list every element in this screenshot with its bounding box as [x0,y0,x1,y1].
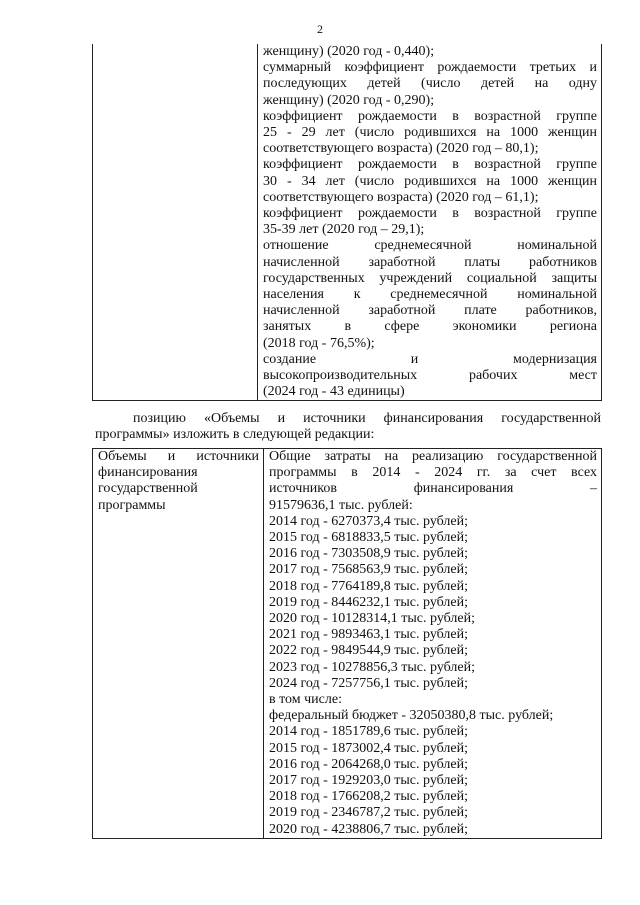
indicators-table-continuation [92,44,602,401]
indicator-line: населения к среднемесячной номинальной [263,287,597,303]
financing-line: федеральный бюджет - 32050380,8 тыс. рублей; [269,708,554,724]
indicator-line: 30 - 34 лет (число родившихся на 1000 женщин [263,173,597,189]
page-number: 2 [317,22,323,36]
indicator-line: суммарный коэффициент рождаемости третьих и [263,60,597,76]
indicator-line: женщину) (2020 год - 0,440); [263,44,435,59]
financing-line: 2015 год - 1873002,4 тыс. рублей; [269,740,469,756]
indicator-line: коэффициент рождаемости в возрастной группе [263,206,597,222]
indicator-line: (2024 год - 43 единицы) [263,384,405,400]
indicator-line: начисленной заработной платы работников [263,254,597,270]
financing-label-line: финансирования [98,465,198,481]
financing-line: 2018 год - 7764189,8 тыс. рублей; [269,578,469,594]
financing-line: 2021 год - 9893463,1 тыс. рублей; [269,627,469,643]
indicator-line: создание и модернизация [263,351,597,367]
indicator-line: начисленной заработной плате работников, [263,303,597,319]
indicators-left-cell [93,44,258,401]
financing-line: 2014 год - 1851789,6 тыс. рублей; [269,724,469,740]
financing-line: 2017 год - 1929203,0 тыс. рублей; [269,773,469,789]
indicator-line: соответствующего возраста) (2020 год – 61,1); [263,189,539,205]
financing-line: 2018 год - 1766208,2 тыс. рублей; [269,789,469,805]
financing-label-line: Объемы и источники [98,449,259,464]
financing-label-line: программы [98,497,166,513]
financing-values-cell [264,449,602,839]
financing-line: 2016 год - 7303508,9 тыс. рублей; [269,546,469,562]
indicator-line: женщину) (2020 год - 0,290); [263,92,435,108]
financing-line: 2024 год - 7257756,1 тыс. рублей; [269,675,469,691]
indicator-line: отношение среднемесячной номинальной [263,238,597,254]
paragraph-line-2: программы» изложить в следующей редакции: [95,427,375,443]
indicator-line: 35-39 лет (2020 год – 29,1); [263,222,425,238]
financing-line: 2019 год - 8446232,1 тыс. рублей; [269,594,469,610]
indicator-line: 25 - 29 лет (число родившихся на 1000 женщин [263,125,597,141]
indicator-line: коэффициент рождаемости в возрастной группе [263,108,597,124]
indicator-line: занятых в сфере экономики региона [263,319,597,335]
financing-line: в том числе: [269,692,342,708]
financing-line: 2014 год - 6270373,4 тыс. рублей; [269,513,469,529]
financing-line: 2016 год - 2064268,0 тыс. рублей; [269,756,469,772]
financing-line: 2020 год - 4238806,7 тыс. рублей; [269,821,469,837]
financing-line: программы в 2014 - 2024 гг. за счет всех [269,465,597,481]
indicator-line: коэффициент рождаемости в возрастной группе [263,157,597,173]
indicators-right-cell [258,44,602,401]
financing-line: 2020 год - 10128314,1 тыс. рублей; [269,611,476,627]
financing-line: источников финансирования – [269,481,597,497]
financing-line: 2015 год - 6818833,5 тыс. рублей; [269,530,469,546]
financing-table [92,448,602,839]
indicator-line: государственных учреждений социальной защиты [263,270,597,286]
indicator-line: (2018 год - 76,5%); [263,335,375,351]
financing-line: 2022 год - 9849544,9 тыс. рублей; [269,643,469,659]
indicator-line: соответствующего возраста) (2020 год – 80,1); [263,141,539,157]
financing-line: 2019 год - 2346787,2 тыс. рублей; [269,805,469,821]
indicator-line: последующих детей (число детей на одну [263,76,597,92]
financing-label-cell [93,449,264,839]
indicator-line: высокопроизводительных рабочих мест [263,368,597,384]
financing-line: 91579636,1 тыс. рублей: [269,497,413,513]
amendment-paragraph [95,411,601,443]
paragraph-line-1: позицию «Объемы и источники финансирования государственной [133,411,601,426]
financing-line: Общие затраты на реализацию государственной [269,449,597,464]
financing-label-line: государственной [98,481,198,497]
financing-line: 2023 год - 10278856,3 тыс. рублей; [269,659,476,675]
financing-line: 2017 год - 7568563,9 тыс. рублей; [269,562,469,578]
